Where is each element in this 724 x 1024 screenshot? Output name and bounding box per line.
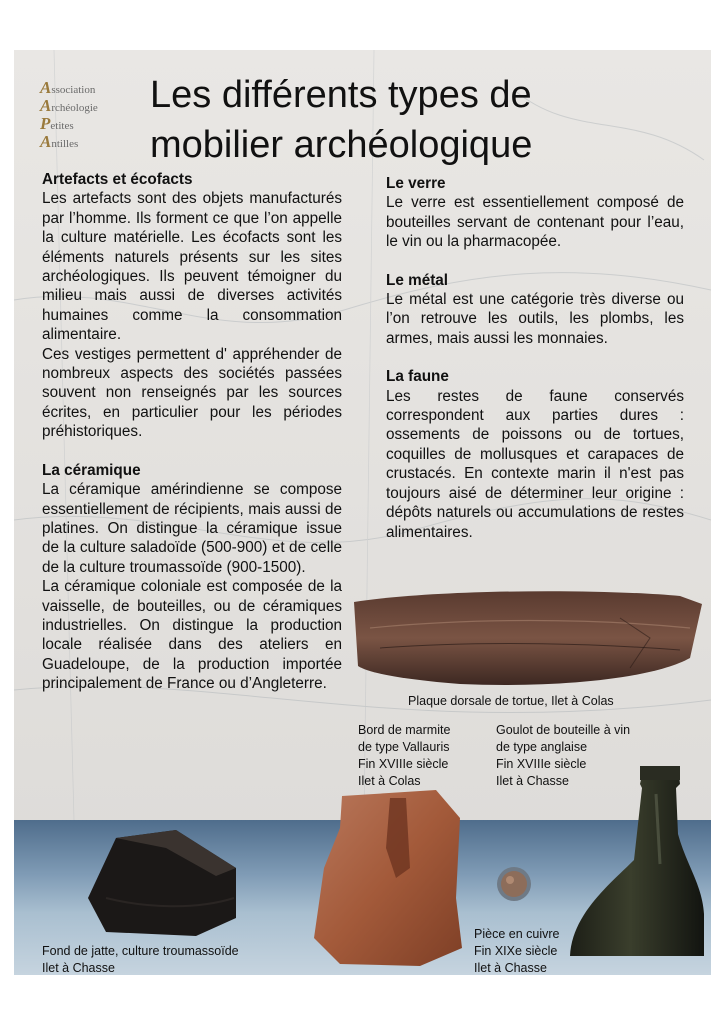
logo-line: Antilles bbox=[40, 132, 79, 151]
caption-line: Ilet à Colas bbox=[358, 774, 421, 788]
association-logo bbox=[40, 78, 126, 156]
heading-artefacts: Artefacts et écofacts bbox=[42, 171, 193, 188]
caption-line: de type Vallauris bbox=[358, 740, 450, 754]
artefacts-paragraph-2: Ces vestiges permettent d' appréhender de nombreux aspects des sociétés passées souvent non renseignés par les sources écrites, en particulier pour les périodes préhistoriques. bbox=[42, 345, 342, 441]
caption-cuivre bbox=[474, 926, 559, 977]
caption-line: de type anglaise bbox=[496, 740, 588, 754]
ceramique-paragraph-2: La céramique coloniale est composée de la vaisselle, de bouteilles, ou de céramiques industrielles. On distingue la production locale réalisée dans des ateliers en Guadeloupe, de la production importée principalement de France ou d’Angleterre. bbox=[42, 578, 342, 693]
heading-faune: La faune bbox=[386, 368, 449, 386]
caption-line: Ilet à Chasse bbox=[474, 961, 547, 975]
logo-line: Petites bbox=[40, 114, 74, 133]
caption-line: Ilet à Chasse bbox=[42, 961, 115, 975]
faune-paragraph: Les restes de faune conservés correspondent aux parties dures : ossements de poissons ou de tortues, coquilles de mollusques et carapaces de crustacés. En contexte marin il n'est pas toujours aisé de déterminer leur origine : dépôts naturels ou accumulations de restes alimentaires. bbox=[386, 387, 684, 541]
caption-line: Fin XVIIIe siècle bbox=[358, 757, 449, 771]
page-title bbox=[150, 70, 670, 170]
caption-turtle: Plaque dorsale de tortue, Ilet à Colas bbox=[408, 694, 614, 708]
caption-line: Ilet à Chasse bbox=[496, 774, 569, 788]
bottle-neck-image bbox=[560, 764, 706, 958]
copper-coin-image bbox=[496, 866, 532, 902]
heading-metal: Le métal bbox=[386, 271, 449, 289]
jatte-sherd-image bbox=[86, 828, 242, 940]
heading-ceramique: La céramique bbox=[42, 461, 141, 479]
caption-line: Pièce en cuivre bbox=[474, 927, 560, 941]
verre-paragraph: Le verre est essentiellement composé de bouteilles servant de contenant pour l’eau, le vin ou la pharmacopée. bbox=[386, 194, 684, 251]
caption-marmite bbox=[358, 722, 450, 790]
caption-jatte bbox=[42, 943, 239, 977]
caption-line: Goulot de bouteille à vin bbox=[496, 723, 631, 737]
title-line-2: mobilier archéologique bbox=[150, 124, 533, 166]
title-line-1: Les différents types de bbox=[150, 74, 532, 116]
caption-line: Fond de jatte, culture troumassoïde bbox=[42, 944, 239, 958]
heading-verre: Le verre bbox=[386, 175, 446, 192]
right-column bbox=[386, 174, 684, 542]
metal-paragraph: Le métal est une catégorie très diverse ou l’on retrouve les outils, les plombs, les armes, mais aussi les monnaies. bbox=[386, 291, 684, 347]
logo-line: Archéologie bbox=[40, 96, 98, 115]
caption-line: Fin XIXe siècle bbox=[474, 944, 558, 958]
left-column bbox=[42, 170, 342, 694]
caption-line: Bord de marmite bbox=[358, 723, 451, 737]
caption-line: Fin XVIIIe siècle bbox=[496, 757, 587, 771]
artefacts-paragraph-1: Les artefacts sont des objets manufacturés par l’homme. Ils forment ce que l’on appelle la culture matérielle. Les écofacts sont les éléments naturels présents sur les sites archéologiques. Ils peuvent témoigner du milieu mais aussi de diverses activités humaines comme la consommation alimentaire. bbox=[42, 190, 342, 344]
logo-line: Association bbox=[40, 78, 96, 97]
turtle-plate-image bbox=[350, 588, 706, 690]
marmite-sherd-image bbox=[310, 788, 470, 968]
ceramique-paragraph-1: La céramique amérindienne se compose essentiellement de récipients, mais aussi de platines. On distingue la céramique issue de la culture saladoïde (500-900) et de celle de la culture troumassoïde (900-1500). bbox=[42, 481, 342, 576]
